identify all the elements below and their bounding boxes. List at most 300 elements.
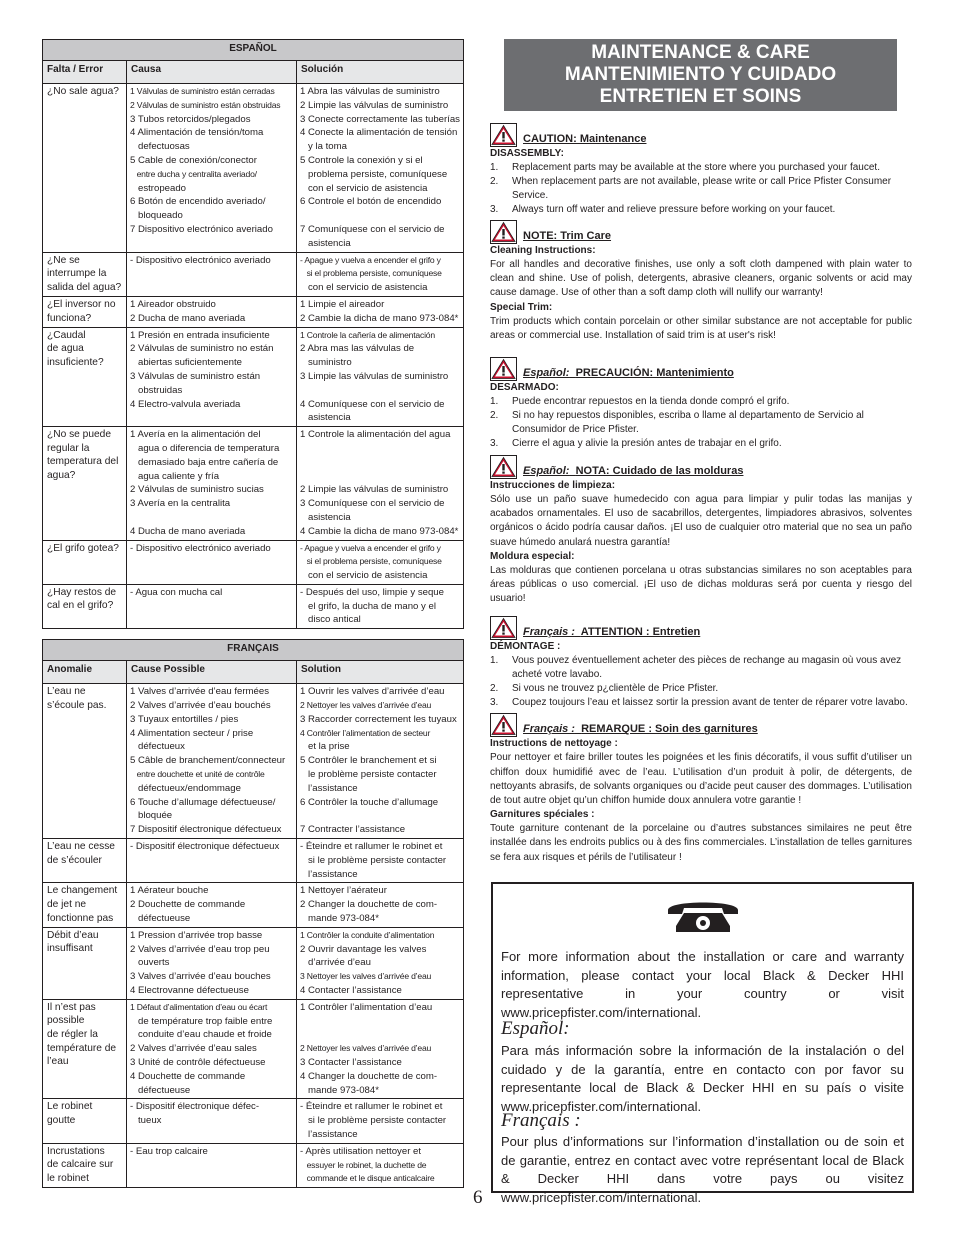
cell-line: 1 Presión en entrada insuficiente [130, 329, 270, 341]
cell-line: 2 Nettoyer les valves d’arrivée d’eau [300, 1043, 432, 1054]
problem-cell [43, 927, 127, 999]
cell-line: 5 Controle la conexión y si el [300, 154, 423, 166]
cell-line: défectueuse [130, 913, 191, 925]
list-item [490, 395, 912, 409]
contact-spanish-text: Para más información sobre la información de la instalación o del cuidado y de la garantía, entre en contacto con por favor su representante local de Black & Decker HHI en su país o visite www.pricepfister.com/international. [501, 1043, 904, 1114]
problem-cell [43, 1099, 127, 1143]
contact-spanish-label: Español: [501, 1018, 570, 1039]
cell-line: mande 973-084* [300, 1084, 379, 1096]
cell-line: agua caliente y fría [130, 470, 220, 482]
problem-cell [43, 883, 127, 927]
solution-cell [297, 84, 464, 253]
cell-line: ouverts [130, 957, 170, 969]
section-subtitle: DÉMONTAGE : [490, 641, 561, 653]
cell-line: 2 Válvulas de suministro no están [130, 343, 274, 355]
solution-cell [297, 427, 464, 540]
cell-line: 1 Controle la alimentación del agua [300, 429, 451, 441]
list-number: 1. [490, 162, 499, 173]
problem-cell [43, 327, 127, 427]
cell-line: asistencia [300, 511, 351, 523]
solution-cell [297, 327, 464, 427]
section-text: Sólo use un paño suave humedecido con agua para limpiar y pulir todas las manijas y acabados ornamentales. El uso de sacabrillos, detergentes, limpiadores abrasivos, solventes orgánicos o ácido podría causar daños. ¡El uso de cualquier otro material que no sea un paño suave húmedo anulará nuestra garantía! [490, 494, 912, 548]
cell-line: 2 Ducha de mano averiada [130, 312, 246, 324]
cause-cell [127, 839, 297, 883]
cell-line: l’eau [47, 1056, 69, 1068]
cell-line: essuyer le robinet, la duchette de [300, 1159, 427, 1170]
solution-cell [297, 296, 464, 327]
problem-cell [43, 684, 127, 839]
cell-line: L’eau ne [47, 686, 86, 698]
cell-line: 1 Ouvrir les valves d’arrivée d’eau [300, 686, 445, 698]
french-troubleshooting-table [42, 639, 464, 1188]
cell-line: 1 Controle la cañería de alimentación [300, 329, 435, 340]
cause-cell [127, 427, 297, 540]
cell-line: 3 Contacter l’assistance [300, 1057, 402, 1068]
list-item [490, 682, 912, 696]
warning-triangle-icon [490, 220, 517, 244]
cell-line: température de [47, 1042, 117, 1054]
contact-french-text: Pour plus d’informations sur l’information d’installation ou de soin et de garantie, entrez en contact avec votre représentant local de Black & Decker HHI dans votre pays ou visitez www.pricepfister.com/international. [501, 1134, 904, 1205]
maintenance-column [490, 39, 912, 865]
cell-line: entre douchette et unité de contrôle [130, 769, 265, 780]
problem-cell [43, 252, 127, 296]
list-text: Cierre el agua y alivie la presión antes de trabajar en el grifo. [512, 438, 782, 450]
cell-line: 4 Conecte la alimentación de tensión [300, 127, 458, 139]
cell-line: asistencia [300, 237, 351, 249]
cell-line: Le changement [47, 885, 118, 897]
cell-line: 2 Válvulas de suministro están obstruidas [130, 99, 281, 110]
problem-cell [43, 84, 127, 253]
cell-line: 2 Nettoyer les valves d’arrivée d’eau [300, 700, 432, 711]
warning-triangle-icon [490, 123, 517, 147]
cell-line: 1 Abra las válvulas de suministro [300, 86, 440, 97]
cell-line: 4 Contacter l’assistance [300, 985, 402, 997]
banner-line: ENTRETIEN ET SOINS [599, 86, 802, 107]
cell-line: 2 Changer la douchette de com- [300, 899, 438, 911]
cell-line: 2 Abra mas las válvulas de [300, 343, 415, 355]
section-title: NOTE: Trim Care [523, 230, 612, 242]
table-row [43, 252, 464, 296]
cell-line: 2 Válvulas de suministro sucias [130, 484, 264, 496]
column-header: Cause Possible [127, 661, 297, 684]
cell-line: 4 Contrôler l’alimentation de secteur [300, 727, 431, 738]
cell-line: el grifo, la ducha de mano y el [300, 600, 436, 612]
solution-cell [297, 684, 464, 839]
section-text: Toute garniture contenant de la porcelaine ou d’autres substances similaires ne peut être installée dans les endroits publics ou à des fins commerciales. L’installation de telles garnitures se fera aux risques et périls de l’utilisateur ! [490, 823, 912, 863]
cell-line: 3 Avería en la centralita [130, 498, 231, 510]
list-number: 1. [490, 396, 499, 408]
table-row [43, 540, 464, 584]
cell-line: 4 Comuníquese con el servicio de [300, 398, 445, 410]
cell-line: suministro [300, 357, 352, 369]
cell-line [300, 209, 461, 223]
fr-note-section [490, 713, 912, 864]
cell-line: défectueuse [130, 1084, 191, 1096]
section-text: Trim products which contain porcelain or other similar substance are not acceptable for public areas or commercial use. Installation of said trim is at user's risk! [490, 315, 912, 341]
list-text: Vous pouvez éventuellement acheter des pièces de rechange au magasin où vous avez acheté votre lavabo. [512, 655, 902, 681]
cell-line: 2 Cambie la dicha de mano 973-084* [300, 312, 459, 324]
cell-line: Débit d’eau [47, 929, 99, 941]
cell-line: regular la [47, 442, 90, 454]
problem-cell [43, 839, 127, 883]
section-title: ATTENTION : Entretien [580, 626, 701, 639]
cell-line: 1 Aireador obstruido [130, 298, 216, 310]
contact-info-box [491, 882, 914, 1205]
section-title: NOTA: Cuidado de las molduras [575, 465, 744, 478]
list-number: 2. [490, 683, 499, 695]
cell-line: agua? [47, 469, 76, 481]
table-row [43, 584, 464, 628]
cell-line: 6 Contrôler la touche d’allumage [300, 796, 439, 808]
cell-line: abiertas suficientemente [130, 357, 242, 369]
list-number: 3. [490, 697, 499, 709]
section-text: For all handles and decorative finishes, use only a soft cloth dampened with plain water to clean and shine. Use of polish, detergents, abrasive cleaners, organic solvents or acid may cause damage. Use of other than a soft damp cloth will nullify our warranty! [490, 259, 912, 299]
cell-line: l’assistance [300, 868, 358, 880]
problem-cell [43, 584, 127, 628]
cell-line: et la prise [300, 741, 350, 753]
table-row [43, 1099, 464, 1143]
banner-line: MAINTENANCE & CARE [591, 42, 810, 63]
cell-line: 4 Electrovanne défectueuse [130, 985, 249, 997]
table-row [43, 427, 464, 540]
es-note-section [490, 455, 912, 606]
troubleshooting-column [42, 39, 463, 1188]
cell-line: ¿Hay restos de [47, 586, 117, 598]
cell-line: y la toma [300, 141, 347, 153]
language-label: Français : [523, 626, 575, 639]
cause-cell [127, 1099, 297, 1143]
cell-line: 3 Comuníquese con el servicio de [300, 498, 445, 510]
cell-line: 2 Valves d’arrivée d’eau bouchés [130, 700, 271, 712]
cell-line: estropeado [130, 182, 187, 194]
language-label: Español: [523, 367, 570, 380]
section-subtitle: DISASSEMBLY: [490, 148, 564, 159]
cell-line [300, 470, 461, 484]
maintenance-banner [504, 39, 897, 111]
list-text: Always turn off water and relieve pressure before working on your faucet. [512, 204, 836, 215]
cell-line: 4 Cambie la dicha de mano 973-084* [300, 525, 459, 537]
cause-cell [127, 327, 297, 427]
solution-cell [297, 252, 464, 296]
cell-line [300, 384, 461, 398]
cell-line: l’assistance [300, 782, 358, 794]
column-header: Solución [297, 61, 464, 84]
cell-line: - Dispositivo electrónico averiado [130, 254, 271, 266]
banner-line: MANTENIMIENTO Y CUIDADO [564, 64, 837, 85]
cell-line: con el servicio de asistencia [300, 570, 428, 582]
column-header: Anomalie [43, 661, 127, 684]
cell-line: funciona? [47, 312, 92, 324]
problem-cell [43, 296, 127, 327]
cell-line: 2 Limpie las válvulas de suministro [300, 484, 449, 496]
cell-line: - Éteindre et rallumer le robinet et [300, 1101, 443, 1113]
cell-line: ¿El grifo gotea? [47, 542, 119, 554]
cell-line [130, 511, 294, 525]
cell-line: agua o diferencia de temperatura [130, 442, 280, 454]
cell-line: - Éteindre et rallumer le robinet et [300, 841, 443, 853]
cell-line: 4 Electro-valvula averiada [130, 398, 241, 410]
list-item [490, 654, 912, 682]
list-item [490, 175, 912, 203]
solution-cell [297, 584, 464, 628]
cell-line: 4 Douchette de commande [130, 1070, 246, 1082]
section-text: Las molduras que contienen porcelana u otras substancias similares no son aceptables para áreas públicas o uso comercial. ¡El uso de dichas molduras será por cuenta y riesgo del usuario! [490, 564, 912, 605]
cell-line: bloquée [130, 810, 173, 822]
cause-cell [127, 296, 297, 327]
table-title: FRANÇAIS [43, 640, 464, 661]
cell-line: ¿El inversor no [47, 298, 116, 310]
cell-line: L’eau ne cesse [47, 841, 115, 853]
cell-line: 4 Alimentation secteur / prise [130, 727, 254, 739]
cell-line: con el servicio de asistencia [300, 282, 428, 294]
table-row [43, 296, 464, 327]
cell-line: fonctionne pas [47, 912, 114, 924]
cell-line: - Dispositivo electrónico averiado [130, 542, 271, 554]
cell-line: goutte [47, 1114, 76, 1126]
cell-line: temperatura del [47, 456, 119, 468]
list-text: Coupez toujours l’eau et laissez sortir la pression avant de tenter de réparer votre lavabo. [512, 697, 908, 709]
cause-cell [127, 927, 297, 999]
cell-line: tueux [130, 1115, 162, 1127]
cell-line [300, 442, 461, 456]
list-text: Puede encontrar repuestos en la tienda donde compró el grifo. [512, 396, 790, 408]
table-row [43, 327, 464, 427]
cell-line: défectueux [130, 741, 185, 753]
list-number: 2. [490, 176, 499, 187]
telephone-icon [664, 896, 742, 934]
cell-line: 3 Tuyaux entortilles / pies [130, 713, 239, 725]
cell-line: l’assistance [300, 1128, 358, 1140]
cell-line: - Eau trop calcaire [130, 1145, 208, 1157]
cell-line: interrumpe la [47, 268, 107, 280]
problem-cell [43, 1143, 127, 1187]
section-subtitle: Cleaning Instructions: [490, 245, 596, 256]
cell-line [300, 1015, 461, 1029]
cell-line: d’arrivée d’eau [300, 957, 371, 969]
cell-line: 7 Dispositif électronique défectueux [130, 824, 282, 836]
solution-cell [297, 883, 464, 927]
instruction-list [490, 161, 912, 217]
cell-line: 6 Botón de encendido averiado/ [130, 196, 266, 208]
cell-line: Le robinet [47, 1101, 93, 1113]
cause-cell [127, 84, 297, 253]
cell-line: - Dispositif électronique défectueux [130, 841, 280, 853]
cell-line: 5 Câble de branchement/connecteur [130, 755, 286, 767]
cell-line: ¿Caudal [47, 329, 86, 341]
instruction-list [490, 395, 912, 451]
cell-line: 3 Tubos retorcidos/plegados [130, 113, 251, 125]
table-body [43, 684, 464, 1188]
warning-triangle-icon [490, 713, 517, 737]
table-body [43, 84, 464, 629]
fr-caution-section [490, 616, 912, 710]
cell-line: ¿No sale agua? [47, 86, 119, 97]
warning-triangle-icon [490, 357, 517, 381]
list-text: Replacement parts may be available at the store where you purchased your faucet. [512, 162, 880, 173]
cell-line: insuficiente? [47, 356, 104, 368]
cell-line: 4 Ducha de mano averiada [130, 525, 246, 537]
cell-line [300, 809, 461, 823]
contact-french-label: Français : [501, 1110, 581, 1131]
solution-cell [297, 1099, 464, 1143]
cell-line: le robinet [47, 1172, 89, 1184]
cell-line: si el problema persiste, comuníquese [300, 556, 442, 567]
cell-line: - Agua con mucha cal [130, 586, 223, 598]
cell-line: 7 Dispositivo electrónico averiado [130, 223, 273, 235]
note-trim-section [490, 220, 912, 343]
list-item [490, 409, 912, 437]
table-row [43, 927, 464, 999]
es-caution-section [490, 357, 912, 451]
cell-line: insuffisant [47, 943, 93, 955]
cell-line: 7 Comuníquese con el servicio de [300, 223, 445, 235]
page-number: 6 [473, 1187, 483, 1208]
cell-line: - Après utilisation nettoyer et [300, 1145, 422, 1157]
cell-line: con el servicio de asistencia [300, 182, 428, 194]
language-label: Español: [523, 465, 570, 478]
cell-line: si le problème persiste contacter [300, 1115, 447, 1127]
solution-cell [297, 1143, 464, 1187]
cell-line: 5 Cable de conexión/conector [130, 154, 257, 166]
solution-cell [297, 540, 464, 584]
table-row [43, 1143, 464, 1187]
cause-cell [127, 540, 297, 584]
cause-cell [127, 883, 297, 927]
cell-line: de calcaire sur [47, 1159, 114, 1171]
cell-line: 2 Douchette de commande [130, 899, 246, 911]
cell-line: 4 Alimentación de tensión/toma [130, 127, 264, 139]
warning-triangle-icon [490, 455, 517, 479]
cell-line: 3 Valves d’arrivée d’eau bouches [130, 971, 271, 983]
list-text: Si no hay repuestos disponibles, escriba o llame al departamento de Servicio al Consumidor de Price Pfister. [512, 410, 864, 436]
instruction-list [490, 654, 912, 710]
cell-line: défectueux/endommage [130, 782, 241, 794]
cell-line: conduite d’eau chaude et froide [130, 1029, 272, 1041]
column-header: Falta / Error [43, 61, 127, 84]
cell-line: de régler la [47, 1029, 98, 1040]
section-subtitle: Moldura especial: [490, 550, 575, 562]
cell-line: - Apague y vuelva a encender el grifo y [300, 542, 441, 553]
caution-maintenance-section [490, 123, 912, 217]
table-row [43, 839, 464, 883]
section-subtitle: Garnitures spéciales : [490, 809, 595, 821]
cell-line: demasiado baja entre cañería de [130, 456, 279, 468]
cell-line: 3 Raccorder correctement les tuyaux [300, 713, 457, 725]
cell-line: 3 Nettoyer les valves d’arrivée d’eau [300, 971, 432, 982]
solution-cell [297, 999, 464, 1099]
problem-cell [43, 540, 127, 584]
list-number: 3. [490, 204, 499, 215]
cell-line: 1 Avería en la alimentación del [130, 429, 261, 441]
cell-line: bloqueado [130, 210, 183, 222]
cell-line: s’écoule pas. [47, 699, 107, 711]
list-text: Si vous ne trouvez p¿clientèle de Price Pfister. [512, 683, 719, 695]
list-number: 3. [490, 438, 499, 450]
cell-line: 1 Contrôler la conduite d’alimentation [300, 929, 435, 940]
cell-line: si el problema persiste, comuníquese [300, 268, 442, 279]
cell-line: commande et le disque anticalcaire [300, 1173, 435, 1184]
solution-cell [297, 839, 464, 883]
table-row [43, 883, 464, 927]
cell-line: cal en el grifo? [47, 600, 114, 612]
cell-line: 1 Aérateur bouche [130, 885, 209, 897]
section-title: REMARQUE : Soin des garnitures [581, 723, 758, 736]
cause-cell [127, 684, 297, 839]
problem-cell [43, 427, 127, 540]
list-number: 2. [490, 410, 499, 422]
cell-line: asistencia [300, 412, 351, 424]
cell-line: 2 Valves d’arrivée d’eau sales [130, 1043, 257, 1055]
cell-line: 3 Limpie las válvulas de suministro [300, 370, 449, 382]
section-subtitle: Special Trim: [490, 301, 553, 313]
cell-line: - Dispositif électronique défec- [130, 1101, 260, 1113]
list-number: 1. [490, 655, 499, 667]
list-item [490, 696, 912, 710]
cell-line: mande 973-084* [300, 913, 379, 925]
cell-line: 3 Válvulas de suministro están [130, 370, 261, 382]
table-row [43, 999, 464, 1099]
cell-line: - Apague y vuelva a encender el grifo y [300, 254, 441, 265]
cell-line: disco antical [300, 614, 361, 626]
cell-line: 6 Controle el botón de encendido [300, 196, 442, 208]
list-item [490, 437, 912, 451]
cell-line: 1 Défaut d’alimentation d’eau ou écart [130, 1001, 268, 1012]
cell-line: 6 Touche d’allumage défectueuse/ [130, 796, 276, 808]
section-subtitle: Instructions de nettoyage : [490, 738, 618, 750]
cell-line: 4 Changer la douchette de com- [300, 1070, 438, 1082]
cell-line: defectuosas [130, 141, 190, 153]
section-title: CAUTION: Maintenance [523, 133, 647, 145]
cell-line: ¿No se puede [47, 429, 111, 441]
section-text: Pour nettoyer et faire briller toutes les poignées et les finis décoratifs, il vous suffit d’utiliser un chiffon doux humidifié avec de l’eau. L’utilisation d’un produit à polir, de détergents, de nettoyants abrasifs, de solvants organiques ou d’acide peut causer des dommages. L’utilisation de tout autre objet qu’un chiffon humide doux annulera votre garantie ! [490, 752, 912, 807]
cell-line: entre ducha y centralita averiado/ [130, 168, 257, 179]
cell-line [300, 456, 461, 470]
table-row [43, 684, 464, 839]
cell-line: 1 Pression d’arrivée trop basse [130, 929, 263, 941]
cause-cell [127, 252, 297, 296]
cell-line: salida del agua? [47, 281, 122, 293]
cell-line: de agua [47, 343, 84, 355]
cell-line: 1 Valves d’arrivée d’eau fermées [130, 686, 270, 698]
cell-line: possible [47, 1015, 85, 1027]
column-header: Causa [127, 61, 297, 84]
cell-line: problema persiste, comuníquese [300, 168, 448, 180]
cell-line: 1 Válvulas de suministro están cerradas [130, 86, 275, 96]
list-item [490, 161, 912, 175]
language-label: Français : [523, 723, 575, 736]
list-item [490, 203, 912, 217]
section-subtitle: Instrucciones de limpieza: [490, 480, 616, 492]
section-subtitle: DESARMADO: [490, 382, 559, 394]
list-text: When replacement parts are not available, please write or call Price Pfister Consumer Service. [512, 176, 892, 201]
cause-cell [127, 1143, 297, 1187]
cell-line: ¿Ne se [47, 254, 80, 266]
cell-line: 2 Valves d’arrivée d’eau trop peu [130, 943, 270, 955]
cell-line: 3 Unité de contrôle défectueuse [130, 1057, 266, 1068]
cell-line: 3 Conecte correctamente las tuberías [300, 113, 460, 125]
cell-line: de jet ne [47, 899, 87, 911]
cause-cell [127, 584, 297, 628]
table-title: ESPAÑOL [43, 40, 464, 61]
table-row [43, 84, 464, 253]
cell-line: 2 Limpie las válvulas de suministro [300, 99, 449, 111]
column-header: Solution [297, 661, 464, 684]
section-title: PRECAUCIÓN: Mantenimiento [575, 367, 734, 380]
solution-cell [297, 927, 464, 999]
cell-line: Il n’est pas [47, 1001, 96, 1013]
cell-line: si le problème persiste contacter [300, 854, 447, 866]
cell-line: 2 Ouvrir davantage les valves [300, 943, 427, 955]
